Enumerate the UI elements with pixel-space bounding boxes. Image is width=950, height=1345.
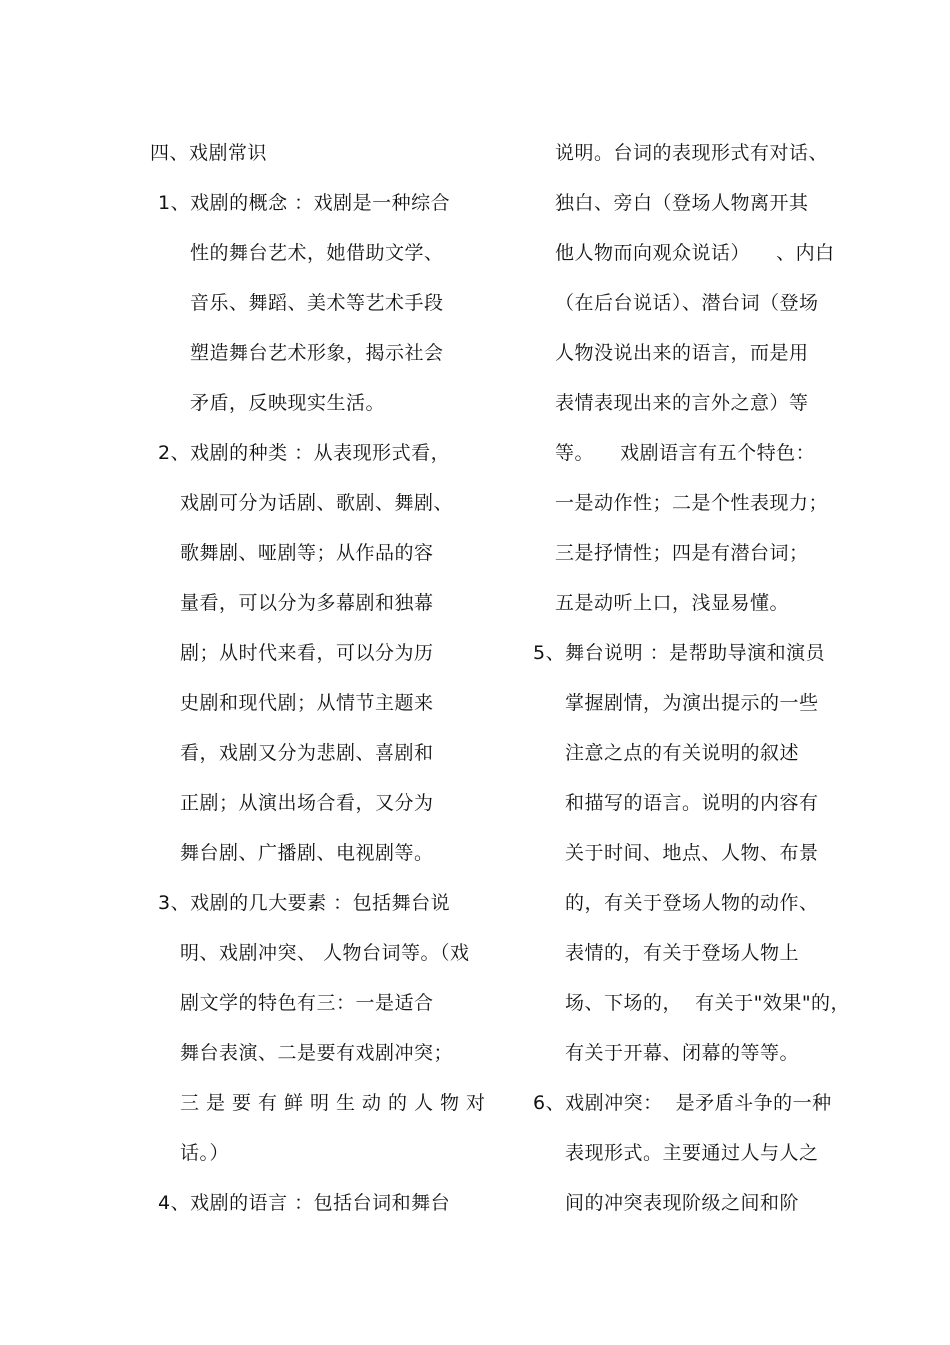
item2-line-6: 史剧和现代剧；从情节主题来: [180, 692, 434, 714]
item2-line-7: 看，戏剧又分为悲剧、喜剧和: [180, 742, 434, 764]
item3-line-2: 明、戏剧冲突、 人物台词等。（戏: [180, 942, 470, 964]
item1-line-3: 音乐、舞蹈、美术等艺术手段: [190, 292, 444, 314]
item4-cont-line-3: 他人物而向观众说话） 、内白: [555, 242, 835, 264]
item1-line-1: 1、戏剧的概念 ：戏剧是一种综合: [158, 192, 451, 214]
item2-line-1: 2、戏剧的种类 ：从表现形式看，: [158, 442, 451, 464]
item4-cont-line-9: 三是抒情性；四是有潜台词；: [555, 542, 809, 564]
item4-cont-line-7: 等。 戏剧语言有五个特色：: [555, 442, 816, 464]
section-title: 四、戏剧常识: [150, 142, 268, 164]
item5-line-1: 5、舞台说明 ：是帮助导演和演员: [533, 642, 826, 664]
item5-line-8: 场、下场的， 有关于"效果"的，: [565, 992, 851, 1014]
item5-line-5: 关于时间、地点、人物、布景: [565, 842, 819, 864]
item2-line-9: 舞台剧、广播剧、电视剧等。: [180, 842, 434, 864]
item5-line-3: 注意之点的有关说明的叙述: [565, 742, 800, 764]
item4-cont-line-4: （在后台说话）、潜台词（登场: [555, 292, 819, 314]
item1-line-4: 塑造舞台艺术形象，揭示社会: [190, 342, 444, 364]
item4-cont-line-1: 说明。台词的表现形式有对话、: [555, 142, 829, 164]
item3-line-3: 剧文学的特色有三：一是适合: [180, 992, 434, 1014]
item2-line-2: 戏剧可分为话剧、歌剧、舞剧、: [180, 492, 454, 514]
item5-line-4: 和描写的语言。说明的内容有: [565, 792, 819, 814]
item4-cont-line-6: 表情表现出来的言外之意）等: [555, 392, 809, 414]
item3-line-4: 舞台表演、二是要有戏剧冲突；: [180, 1042, 454, 1064]
item1-line-2: 性的舞台艺术，她借助文学、: [190, 242, 444, 264]
item2-line-4: 量看，可以分为多幕剧和独幕: [180, 592, 434, 614]
item4-cont-line-2: 独白、旁白（登场人物离开其: [555, 192, 809, 214]
item5-line-2: 掌握剧情，为演出提示的一些: [565, 692, 819, 714]
item3-line-1: 3、戏剧的几大要素 ：包括舞台说: [158, 892, 451, 914]
item5-line-9: 有关于开幕、闭幕的等等。: [565, 1042, 800, 1064]
item4-line-1: 4、戏剧的语言 ：包括台词和舞台: [158, 1192, 451, 1214]
item4-cont-line-5: 人物没说出来的语言，而是用: [555, 342, 809, 364]
item1-line-5: 矛盾，反映现实生活。: [190, 392, 386, 414]
item2-line-3: 歌舞剧、哑剧等；从作品的容: [180, 542, 434, 564]
item2-line-8: 正剧；从演出场合看，又分为: [180, 792, 434, 814]
item3-line-6: 话。）: [180, 1142, 230, 1164]
item5-line-6: 的，有关于登场人物的动作、: [565, 892, 819, 914]
item2-line-5: 剧；从时代来看，可以分为历: [180, 642, 434, 664]
item4-cont-line-8: 一是动作性；二是个性表现力；: [555, 492, 829, 514]
item6-line-1: 6、戏剧冲突： 是矛盾斗争的一种: [533, 1092, 832, 1114]
item6-line-3: 间的冲突表现阶级之间和阶: [565, 1192, 800, 1214]
item3-line-5: 三是要有鲜明生动的人物对: [180, 1092, 493, 1114]
item4-cont-line-10: 五是动听上口，浅显易懂。: [555, 592, 790, 614]
item6-line-2: 表现形式。主要通过人与人之: [565, 1142, 819, 1164]
item5-line-7: 表情的，有关于登场人物上: [565, 942, 800, 964]
